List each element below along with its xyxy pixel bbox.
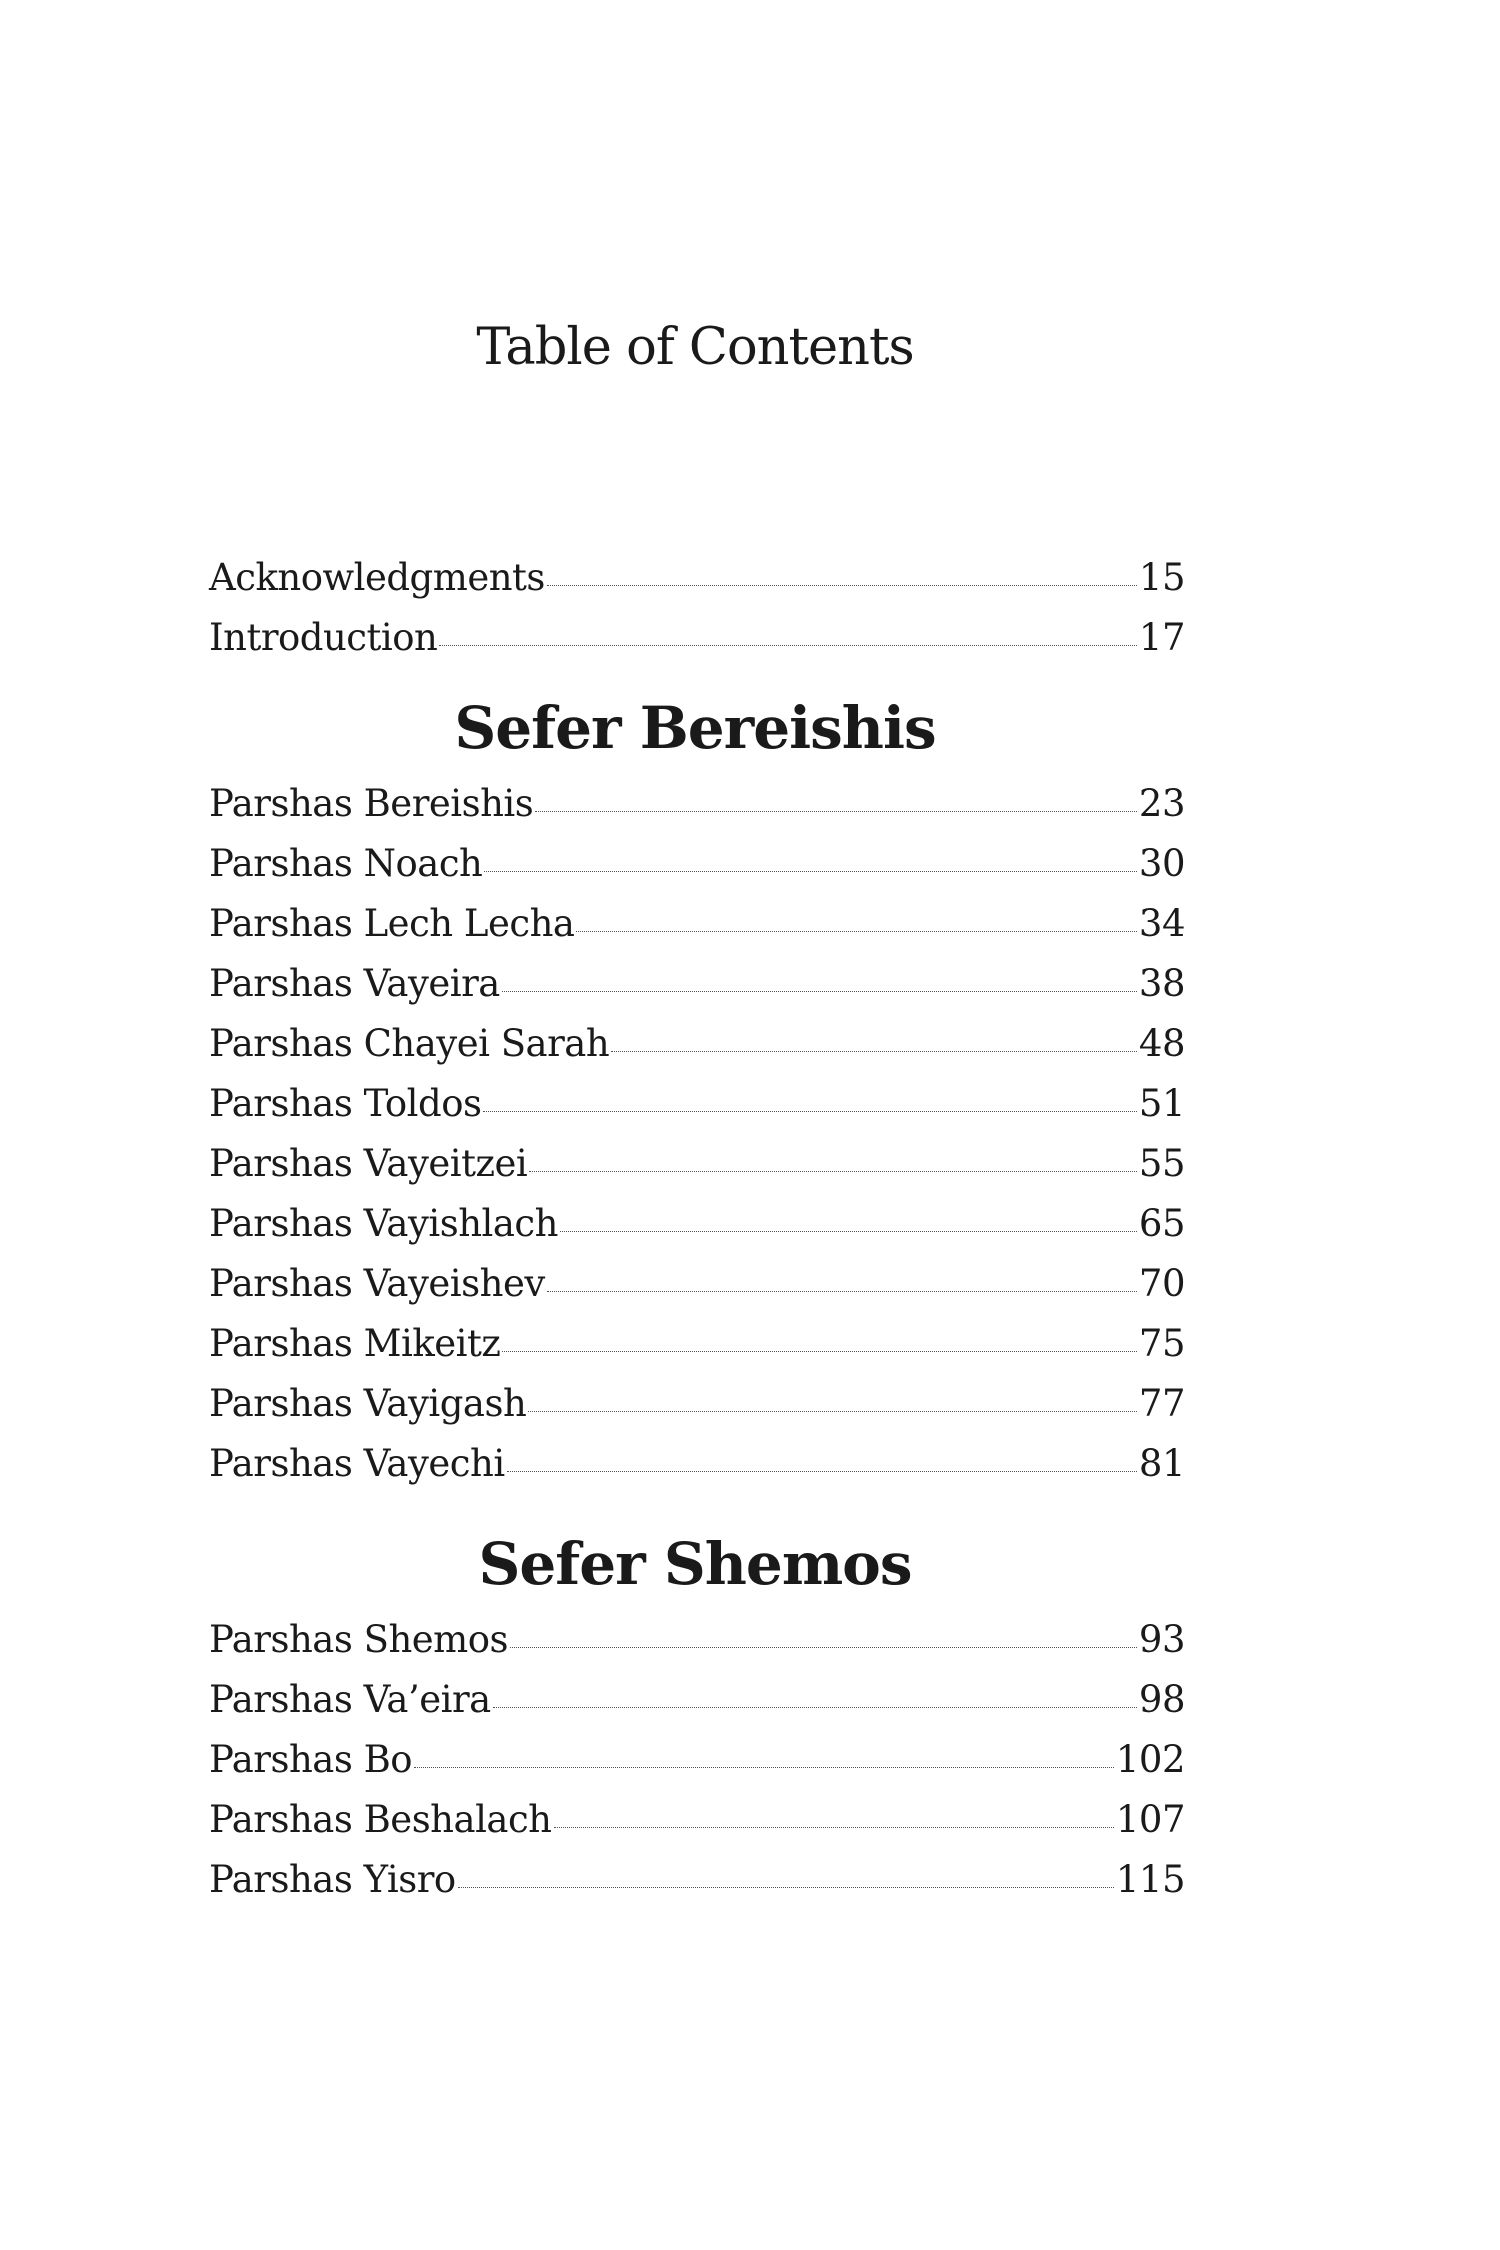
dot-leader (507, 1471, 1137, 1472)
toc-entry-page: 107 (1115, 1798, 1185, 1841)
toc-entry-page: 70 (1138, 1262, 1185, 1305)
toc-entry-label: Parshas Bereishis (209, 782, 534, 825)
toc-entry[interactable] (209, 1202, 1185, 1262)
dot-leader (611, 1051, 1137, 1052)
toc-entry-label: Parshas Vayishlach (209, 1202, 558, 1245)
toc-entry[interactable] (209, 1442, 1185, 1502)
toc-entry[interactable] (209, 842, 1185, 902)
toc-entry[interactable] (209, 1142, 1185, 1202)
dot-leader (484, 871, 1137, 872)
toc-entry-label: Parshas Vayeira (209, 962, 500, 1005)
toc-entry-label: Parshas Toldos (209, 1082, 482, 1125)
toc-entry-page: 48 (1138, 1022, 1185, 1065)
toc-entry-page: 75 (1138, 1322, 1185, 1365)
toc-entry-introduction[interactable] (209, 616, 1185, 676)
dot-leader (439, 645, 1137, 646)
toc-entry[interactable] (209, 1322, 1185, 1382)
toc-entry[interactable] (209, 1262, 1185, 1322)
toc-entry-label: Parshas Shemos (209, 1618, 509, 1661)
toc-entry-label: Parshas Chayei Sarah (209, 1022, 610, 1065)
toc-entry[interactable] (209, 1678, 1185, 1738)
section-heading-bereishis: Sefer Bereishis (454, 694, 936, 762)
toc-entry[interactable] (209, 962, 1185, 1022)
toc-entry-label: Parshas Yisro (209, 1858, 456, 1901)
toc-entry[interactable] (209, 1022, 1185, 1082)
toc-entry-page: 38 (1138, 962, 1185, 1005)
dot-leader (414, 1767, 1114, 1768)
toc-entry-label: Parshas Noach (209, 842, 483, 885)
toc-entry[interactable] (209, 782, 1185, 842)
dot-leader (458, 1887, 1114, 1888)
toc-entry[interactable] (209, 902, 1185, 962)
dot-leader (535, 811, 1137, 812)
dot-leader (547, 585, 1137, 586)
dot-leader (493, 1707, 1137, 1708)
toc-entry-page: 98 (1138, 1678, 1185, 1721)
toc-entry[interactable] (209, 1738, 1185, 1798)
toc-entry[interactable] (209, 1382, 1185, 1442)
toc-entry-label: Parshas Vayigash (209, 1382, 527, 1425)
toc-entry-label: Acknowledgments (209, 556, 545, 599)
dot-leader (528, 1411, 1137, 1412)
toc-entry-page: 17 (1138, 616, 1185, 659)
dot-leader (483, 1111, 1136, 1112)
toc-entry-page: 81 (1138, 1442, 1185, 1485)
toc-entry-page: 77 (1138, 1382, 1185, 1425)
page-title: Table of Contents (476, 318, 914, 377)
toc-entry-label: Parshas Vayechi (209, 1442, 505, 1485)
toc-entry-label: Parshas Mikeitz (209, 1322, 501, 1365)
dot-leader (502, 1351, 1137, 1352)
toc-entry-acknowledgments[interactable] (209, 556, 1185, 616)
toc-entry-page: 102 (1115, 1738, 1185, 1781)
toc-entry-label: Introduction (209, 616, 438, 659)
toc-entry-page: 65 (1138, 1202, 1185, 1245)
toc-entry-label: Parshas Vayeishev (209, 1262, 545, 1305)
dot-leader (576, 931, 1136, 932)
dot-leader (502, 991, 1137, 992)
toc-entry[interactable] (209, 1858, 1185, 1918)
toc-entry-page: 55 (1138, 1142, 1185, 1185)
toc-entry-page: 23 (1138, 782, 1185, 825)
toc-entry-page: 51 (1138, 1082, 1185, 1125)
toc-entry-page: 115 (1115, 1858, 1185, 1901)
toc-entry-label: Parshas Lech Lecha (209, 902, 575, 945)
toc-entry-label: Parshas Va’eira (209, 1678, 491, 1721)
toc-entry-label: Parshas Bo (209, 1738, 413, 1781)
toc-entry[interactable] (209, 1082, 1185, 1142)
dot-leader (547, 1291, 1137, 1292)
front-matter (209, 556, 1185, 676)
table-of-contents (209, 556, 1185, 1918)
dot-leader (529, 1171, 1137, 1172)
toc-entry-page: 30 (1138, 842, 1185, 885)
section-shemos (209, 1618, 1185, 1918)
dot-leader (554, 1827, 1114, 1828)
toc-entry-page: 93 (1138, 1618, 1185, 1661)
section-bereishis (209, 782, 1185, 1502)
dot-leader (560, 1231, 1137, 1232)
toc-entry-label: Parshas Beshalach (209, 1798, 552, 1841)
dot-leader (510, 1647, 1137, 1648)
toc-entry-page: 15 (1138, 556, 1185, 599)
toc-entry-label: Parshas Vayeitzei (209, 1142, 528, 1185)
section-heading-shemos: Sefer Shemos (478, 1530, 912, 1598)
toc-entry-page: 34 (1138, 902, 1185, 945)
toc-entry[interactable] (209, 1618, 1185, 1678)
toc-entry[interactable] (209, 1798, 1185, 1858)
